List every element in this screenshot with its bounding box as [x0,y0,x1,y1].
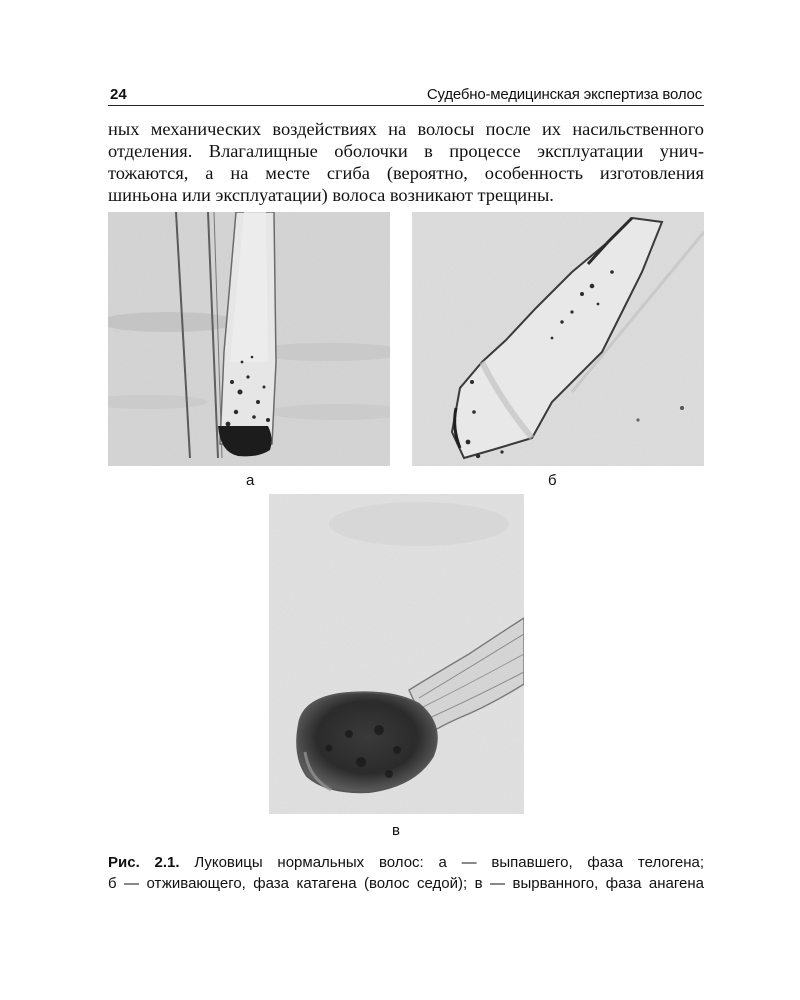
caption-line-2: б — отживающего, фаза катагена (волос седой); в — вырванного, фаза анагена [108,875,704,892]
body-line: шиньона или эксплуатации) волоса возникают трещины. [108,185,554,205]
figure-label-c: в [392,822,400,839]
micrograph-c [269,494,524,814]
micrograph-a [108,212,390,466]
caption-text-1: Луковицы нормальных волос: а — выпавшего, фаза телогена; [194,854,704,871]
running-header [108,84,704,104]
running-title: Судебно-медицинская экспертиза волос [426,86,702,103]
body-line: отделения. Влагалищные оболочки в процессе эксплуатации унич- [108,141,704,161]
figure-caption [108,852,704,894]
body-line: тожаются, а на месте сгиба (вероятно, особенность изготовления [108,163,704,183]
header-rule [108,105,704,106]
figure-label-b: б [548,472,557,489]
body-line: ных механических воздействиях на волосы после их насильственного [108,119,704,139]
body-paragraph [108,118,704,206]
figure-label-a: а [246,472,255,489]
caption-line-1 [108,852,704,873]
page-number: 24 [110,86,127,103]
micrograph-b [412,212,704,466]
caption-prefix: Рис. 2.1. [108,854,180,871]
